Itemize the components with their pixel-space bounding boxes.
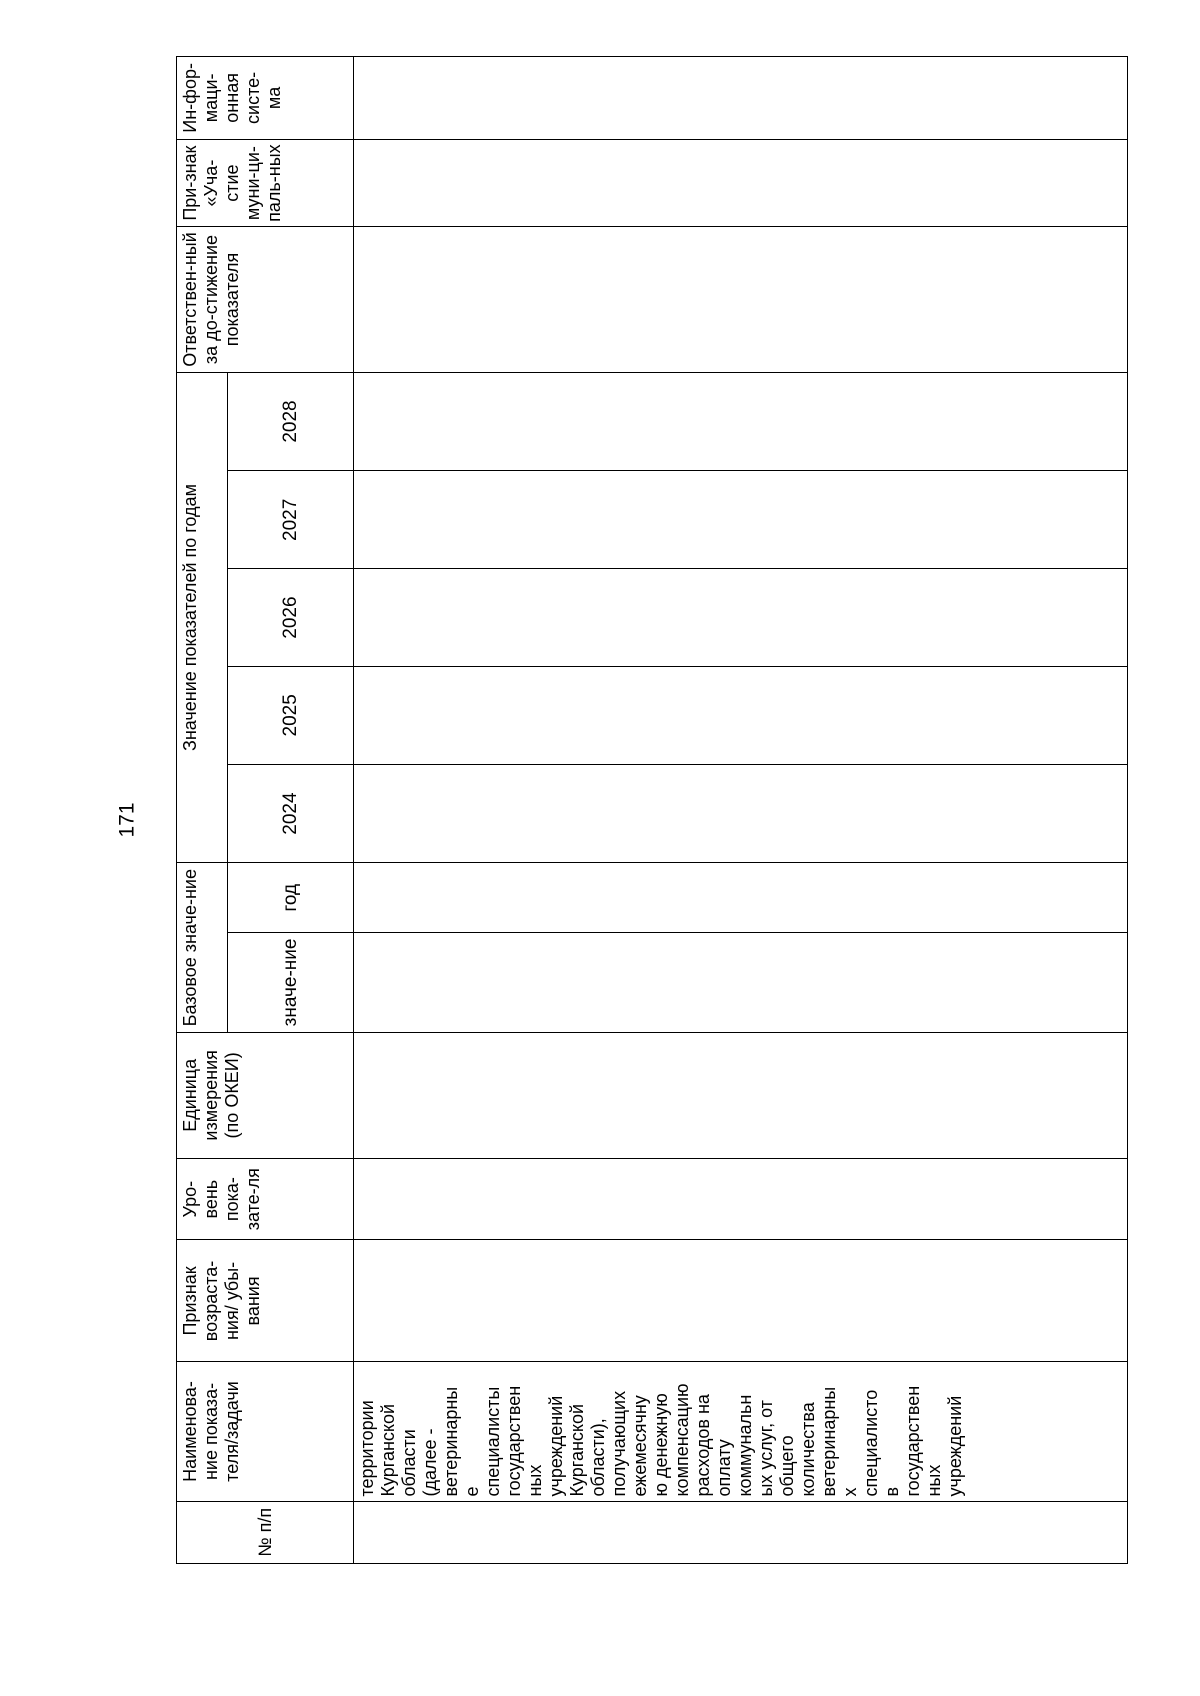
name-line: учреждений [945,1395,965,1497]
name-line: (далее - [420,1428,440,1497]
name-line: учреждений [546,1395,566,1497]
page-number: 171 [116,802,140,838]
cell-value-2025 [354,666,1128,764]
name-line: е [462,1486,482,1497]
rotated-table-wrapper [176,56,1128,1564]
header-year-2025: 2025 [228,666,354,764]
table-row [354,57,1128,1564]
name-line: х [840,1487,860,1497]
name-line: ю денежную [651,1393,671,1497]
indicator-name [357,1366,966,1496]
name-line: территории [357,1400,377,1497]
header-year-2027: 2027 [228,471,354,569]
cell-unit [354,1032,1128,1158]
table-header-row [177,57,228,1564]
name-line: специалисто [861,1389,881,1497]
name-line: ветеринарны [441,1386,461,1497]
cell-base-year [354,863,1128,933]
cell-name [354,1362,1128,1501]
header-municipal: При-знак «Уча-стие муни-ци-паль-ных [177,139,354,227]
name-line: расходов на [693,1394,713,1497]
cell-value-2026 [354,569,1128,667]
header-year-2026: 2026 [228,569,354,667]
name-line: оплату [714,1439,734,1497]
name-line: ных [924,1464,944,1497]
name-line: количества [798,1402,818,1497]
cell-level [354,1158,1128,1240]
name-line: государствен [504,1385,524,1497]
name-line: области), [588,1418,608,1497]
name-line: получающих [609,1390,629,1497]
name-line: Курганской [378,1403,398,1497]
name-line: ежемесячну [630,1395,650,1497]
header-values-by-year: Значение показателей по годам [177,372,228,863]
name-line: области [399,1429,419,1497]
cell-responsible [354,227,1128,372]
header-num: № п/п [177,1501,354,1563]
header-year-2024: 2024 [228,764,354,863]
cell-value-2028 [354,372,1128,471]
name-line: в [882,1486,902,1497]
name-line: общего [777,1435,797,1497]
name-line: государствен [903,1385,923,1497]
cell-value-2024 [354,764,1128,863]
name-line: Курганской [567,1403,587,1497]
cell-base-value [354,933,1128,1033]
header-responsible: Ответствен-ный за до-стижение показателя [177,227,354,372]
header-base-year: год [228,863,354,933]
header-level: Уро-вень пока-зате-ля [177,1158,354,1240]
indicators-table [176,56,1128,1564]
cell-trend [354,1240,1128,1362]
header-unit: Единица измерения (по ОКЕИ) [177,1032,354,1158]
name-line: ых услуг, от [756,1400,776,1497]
header-base: Базовое значе-ние [177,863,228,1032]
name-line: специалисты [483,1386,503,1497]
cell-municipal [354,139,1128,227]
header-base-value: значе-ние [228,933,354,1033]
cell-num [354,1501,1128,1563]
name-line: ветеринарны [819,1386,839,1497]
header-name: Наименова-ние показа-теля/задачи [177,1362,354,1501]
header-info-system: Ин-фор-маци-онная систе-ма [177,57,354,140]
header-year-2028: 2028 [228,372,354,471]
cell-value-2027 [354,471,1128,569]
cell-info-system [354,57,1128,140]
name-line: компенсацию [672,1383,692,1497]
name-line: коммунальн [735,1394,755,1497]
name-line: ных [525,1464,545,1497]
header-trend: Признак возраста-ния/ убы-вания [177,1240,354,1362]
